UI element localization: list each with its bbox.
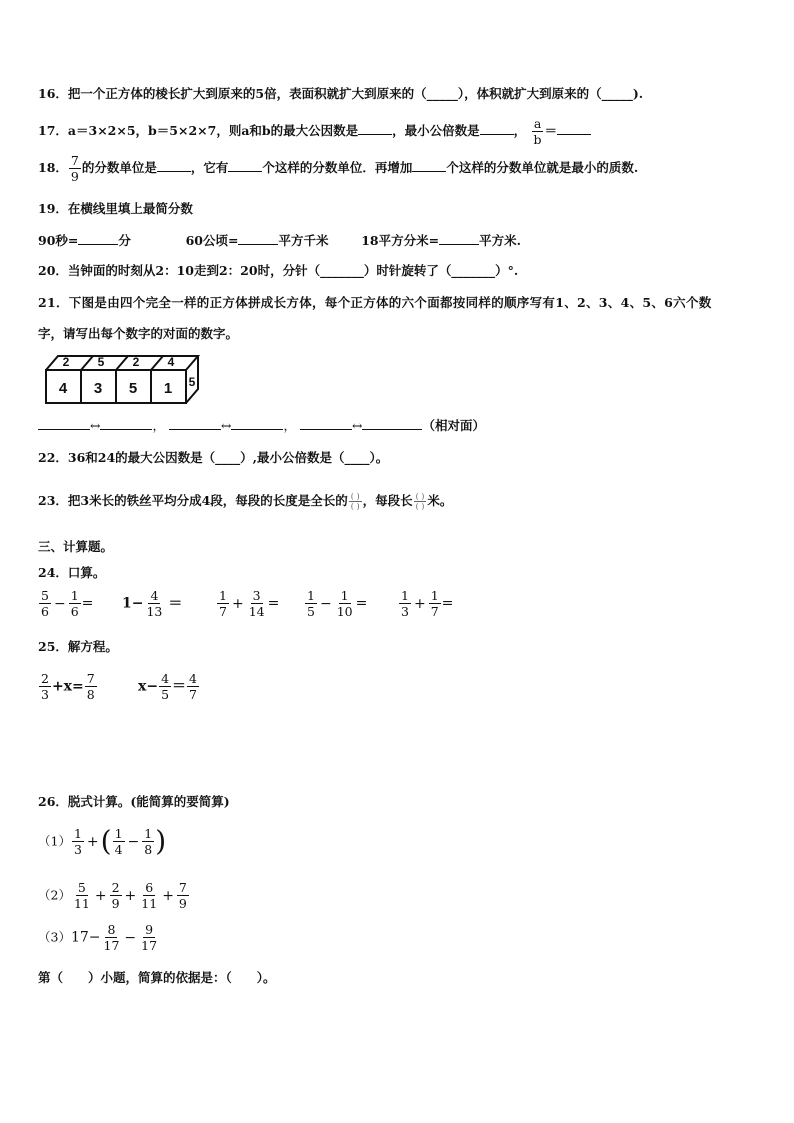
operator: + <box>162 887 174 904</box>
integer-term: 17− <box>70 929 101 946</box>
equals-sign: ＝ <box>172 678 187 695</box>
denominator: 7 <box>430 604 439 619</box>
answer-blank[interactable] <box>100 417 152 430</box>
question-21-line2: 字，请写出每个数字的对面的数字。 <box>38 326 239 341</box>
q18-text: 个这样的分数单位．再增加 <box>262 160 413 175</box>
numerator: 1 <box>430 588 439 603</box>
q18-text: ，它有 <box>190 160 229 175</box>
question-22: 22．36和24的最大公因数是（____）,最小公倍数是（____）。 <box>38 450 389 465</box>
question-21-answer-row <box>38 416 485 434</box>
variable-term: x− <box>138 678 159 695</box>
numerator: 8 <box>107 922 116 937</box>
cube-top-label: 2 <box>62 355 70 369</box>
numerator: 6 <box>145 880 154 895</box>
operator: + <box>94 887 107 904</box>
oral-calc-item <box>216 588 279 619</box>
operator: − <box>127 833 140 850</box>
separator: ， <box>152 418 165 433</box>
numerator: 1 <box>73 826 82 841</box>
denominator: 6 <box>41 604 49 619</box>
denominator: 9 <box>178 896 187 911</box>
denominator: 11 <box>141 896 158 911</box>
denominator: ( ) <box>350 502 360 511</box>
q17-comma: ， <box>513 123 527 138</box>
denominator: 9 <box>111 896 120 911</box>
numerator: 1 <box>401 588 409 603</box>
denominator: 17 <box>141 938 158 953</box>
numerator: 7 <box>178 880 187 895</box>
calc-part-3 <box>38 922 160 953</box>
denominator: 9 <box>70 169 79 184</box>
denominator: 3 <box>401 604 409 619</box>
question-16: 16．把一个正方体的棱长扩大到原来的5倍，表面积就扩大到原来的（_____），体积就扩大到原来的（_____). <box>38 86 644 101</box>
q18-number: 18． <box>38 160 68 175</box>
operator: − <box>124 929 137 946</box>
answer-blank[interactable] <box>231 417 283 430</box>
answer-blank[interactable] <box>412 159 446 172</box>
calc-part-2 <box>38 880 190 911</box>
denominator: 10 <box>336 604 353 619</box>
answer-blank[interactable] <box>238 232 278 245</box>
q19-item-a: 90秒= <box>38 233 79 248</box>
numerator: 1 <box>114 826 123 841</box>
equals-sign: ＝ <box>168 595 183 612</box>
denominator: 14 <box>248 604 265 619</box>
denominator: 11 <box>73 896 90 911</box>
question-19-items <box>38 231 521 249</box>
section-heading: 三、计算题。 <box>38 539 114 554</box>
blank-fraction[interactable] <box>414 492 427 511</box>
question-19-title: 19．在横线里填上最简分数 <box>38 201 193 216</box>
equals-sign: = <box>441 595 454 612</box>
numerator: 7 <box>70 153 79 168</box>
q19-item-c: 18平方分米= <box>361 233 440 248</box>
cube-front-label: 1 <box>163 380 173 397</box>
equals-sign: = <box>267 595 280 612</box>
part-label: （3） <box>38 929 71 945</box>
answer-blank[interactable] <box>157 159 191 172</box>
equation-2 <box>138 671 200 702</box>
oral-calc-item <box>38 588 93 619</box>
answer-blank[interactable] <box>228 159 262 172</box>
question-24-title: 24．口算。 <box>38 565 106 580</box>
numerator: 9 <box>145 922 154 937</box>
cube-front-label: 5 <box>128 380 138 397</box>
cube-top-label: 2 <box>132 355 140 369</box>
oral-calc-item <box>398 588 453 619</box>
numerator: 4 <box>161 671 170 686</box>
cube-side-label: 5 <box>188 375 196 389</box>
numerator: 4 <box>150 588 159 603</box>
numerator: ( ) <box>415 492 425 501</box>
q19-unit-b: 平方千米 <box>278 233 329 248</box>
equation-1 <box>38 671 98 702</box>
part-label: （1） <box>38 833 71 849</box>
answer-blank[interactable] <box>38 417 90 430</box>
denominator: 8 <box>86 687 95 702</box>
answer-blank[interactable] <box>358 122 392 135</box>
answer-blank[interactable] <box>439 232 479 245</box>
q17-text: ，最小公倍数是 <box>392 123 480 138</box>
answer-blank[interactable] <box>300 417 352 430</box>
answer-blank[interactable] <box>557 122 591 135</box>
opposite-arrow: ↔ <box>351 418 363 433</box>
denominator: 7 <box>189 687 197 702</box>
question-21-line1: 21．下图是由四个完全一样的正方体拼成长方体，每个正方体的六个面都按同样的顺序写有1、2、3、4、5、6六个数 <box>38 295 712 310</box>
opposite-face-note: （相对面） <box>422 418 485 433</box>
cube-front-label: 4 <box>58 380 68 397</box>
q23-text: 米。 <box>427 493 453 508</box>
fraction-7-9 <box>69 153 81 184</box>
q19-unit-a: 分 <box>118 233 131 248</box>
part-label: （2） <box>38 887 71 903</box>
denominator: 17 <box>103 938 120 953</box>
operator: − <box>53 595 66 612</box>
question-23 <box>38 491 452 511</box>
equals-sign: = <box>81 595 94 612</box>
question-18 <box>38 153 638 184</box>
operator: + <box>86 833 99 850</box>
numerator: 1 <box>144 826 153 841</box>
question-26-note: 第（ ）小题，简算的依据是：（ ）。 <box>38 970 276 985</box>
numerator: 1 <box>340 588 349 603</box>
denominator: 7 <box>219 604 227 619</box>
denominator: 3 <box>41 687 49 702</box>
question-17 <box>38 116 591 147</box>
numerator: 1 <box>219 588 227 603</box>
answer-blank[interactable] <box>362 417 422 430</box>
q17-text: 17．a＝3×2×5，b＝5×2×7，则a和b的最大公因数是 <box>38 123 359 138</box>
calc-part-1 <box>38 826 166 857</box>
operator: + <box>124 887 137 904</box>
right-paren: ) <box>155 824 167 858</box>
question-20: 20．当钟面的时刻从2：10走到2：20时，分针（_______）时针旋转了（_______）°. <box>38 263 519 278</box>
denominator: 6 <box>70 604 79 619</box>
integer-term: 1− <box>122 595 144 612</box>
fraction-a-over-b <box>532 116 544 147</box>
numerator: 3 <box>252 588 261 603</box>
q19-item-b: 60公顷= <box>185 233 239 248</box>
denominator: 13 <box>146 604 163 619</box>
denominator: 3 <box>73 842 82 857</box>
question-26-title: 26．脱式计算。(能简算的要简算) <box>38 794 230 809</box>
operator: + <box>231 595 244 612</box>
blank-fraction[interactable] <box>349 492 362 511</box>
q23-text: 23．把3米长的铁丝平均分成4段，每段的长度是全长的 <box>38 493 348 508</box>
q19-unit-c: 平方米. <box>479 233 521 248</box>
numerator: 5 <box>41 588 49 603</box>
numerator: 4 <box>189 671 197 686</box>
opposite-arrow: ↔ <box>90 418 101 433</box>
denominator: ( ) <box>415 502 425 511</box>
numerator: 2 <box>111 880 120 895</box>
numerator: 2 <box>41 671 49 686</box>
cube-top-label: 5 <box>97 355 105 369</box>
left-paren: ( <box>100 824 112 858</box>
q18-text: 个这样的分数单位就是最小的质数. <box>446 160 639 175</box>
equation-middle: +x= <box>51 678 84 695</box>
oral-calc-item <box>304 588 367 619</box>
numerator: ( ) <box>350 492 360 501</box>
cube-top-label: 4 <box>167 355 175 369</box>
question-25-title: 25．解方程。 <box>38 639 118 654</box>
separator: ， <box>283 418 296 433</box>
denominator: b <box>533 132 542 147</box>
operator: + <box>413 595 426 612</box>
answer-blank[interactable] <box>480 122 514 135</box>
answer-blank[interactable] <box>169 417 221 430</box>
operator: − <box>319 595 332 612</box>
opposite-arrow: ↔ <box>220 418 232 433</box>
numerator: 1 <box>70 588 79 603</box>
denominator: 4 <box>114 842 123 857</box>
equals-sign: = <box>355 595 368 612</box>
numerator: 7 <box>86 671 95 686</box>
equals-sign: ＝ <box>544 123 558 138</box>
q23-text: ，每段长 <box>362 493 413 508</box>
cube-diagram <box>40 350 206 408</box>
answer-blank[interactable] <box>78 232 118 245</box>
denominator: 5 <box>307 604 315 619</box>
cube-front-label: 3 <box>93 380 103 397</box>
q18-text: 的分数单位是 <box>81 160 157 175</box>
denominator: 8 <box>144 842 153 857</box>
numerator: 1 <box>307 588 315 603</box>
numerator: 5 <box>77 880 86 895</box>
denominator: 5 <box>161 687 170 702</box>
numerator: a <box>533 116 542 131</box>
oral-calc-item <box>122 588 182 619</box>
